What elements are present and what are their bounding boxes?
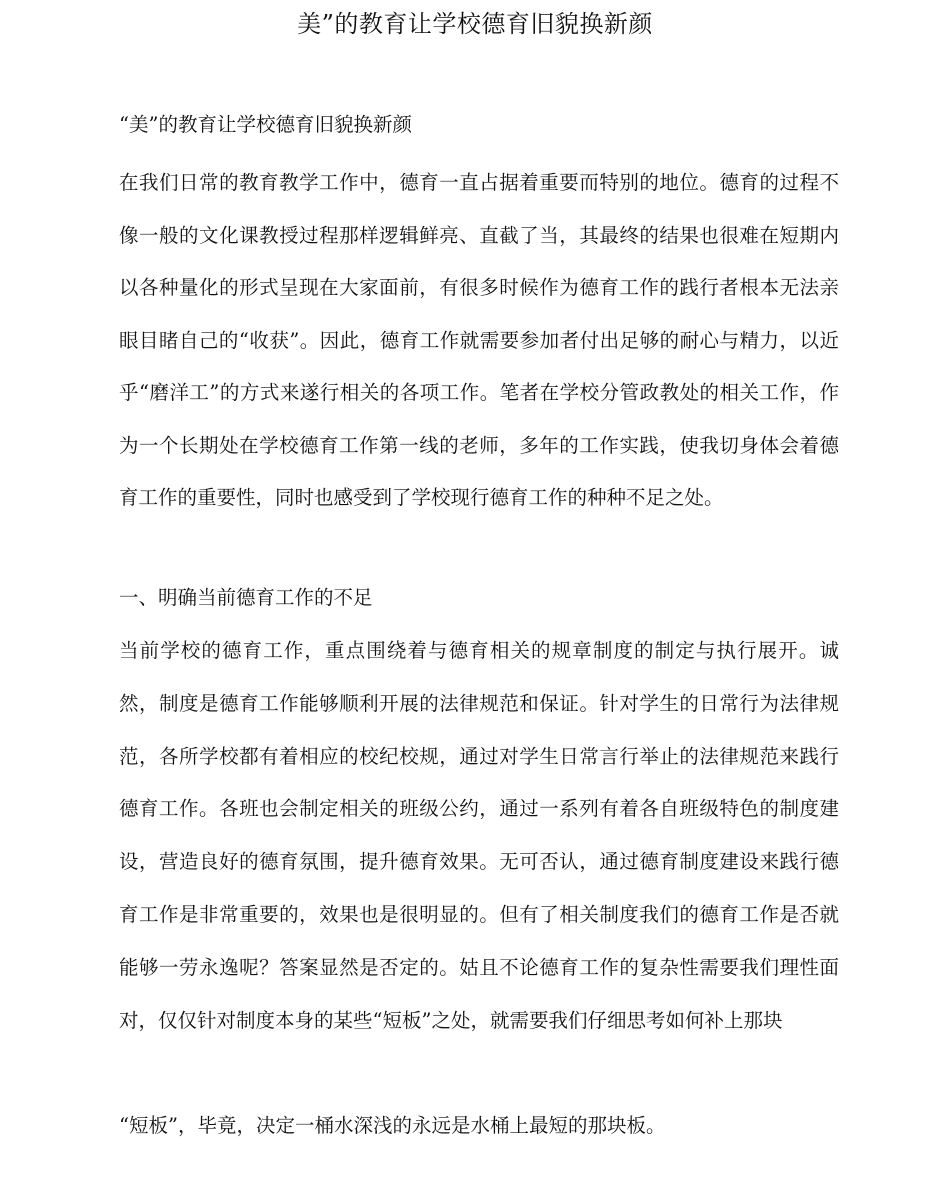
paragraph-closing: “短板”，毕竟，决定一桶水深浅的永远是水桶上最短的那块板。 — [119, 1114, 666, 1137]
paragraph-intro: 在我们日常的教育教学工作中，德育一直占据着重要而特别的地位。德育的过程不像一般的文化课教授过程那样逻辑鲜亮、直截了当，其最终的结果也很难在短期内以各种量化的形式呈现在大家面前，有很多时候作为德育工作的践行者根本无法亲眼目睹自己的“收获”。因此，德育工作就需要参加者付出足够的耐心与精力，以近乎“磨洋工”的方式来遂行相关的各项工作。笔者在学校分管政教处的相关工作，作为一个长期处在学校德育工作第一线的老师，多年的工作实践，使我切身体会着德育工作的重要性，同时也感受到了学校现行德育工作的种种不足之处。 — [119, 171, 839, 509]
paragraph-section-1: 当前学校的德育工作，重点围绕着与德育相关的规章制度的制定与执行展开。诚然，制度是德育工作能够顺利开展的法律规范和保证。针对学生的日常行为法律规范，各所学校都有着相应的校纪校规，通过对学生日常言行举止的法律规范来践行德育工作。各班也会制定相关的班级公约，通过一系列有着各自班级特色的制度建设，营造良好的德育氛围，提升德育效果。无可否认，通过德育制度建设来践行德育工作是非常重要的，效果也是很明显的。但有了相关制度我们的德育工作是否就能够一劳永逸呢？答案显然是否定的。姑且不论德育工作的复杂性需要我们理性面对，仅仅针对制度本身的某些“短板”之处，就需要我们仔细思考如何补上那块 — [119, 639, 839, 1032]
section-heading-1: 一、明确当前德育工作的不足 — [119, 586, 373, 609]
document-title: 美”的教育让学校德育旧貌换新颜 — [297, 10, 653, 38]
article-subtitle: “美”的教育让学校德育旧貌换新颜 — [119, 113, 412, 136]
